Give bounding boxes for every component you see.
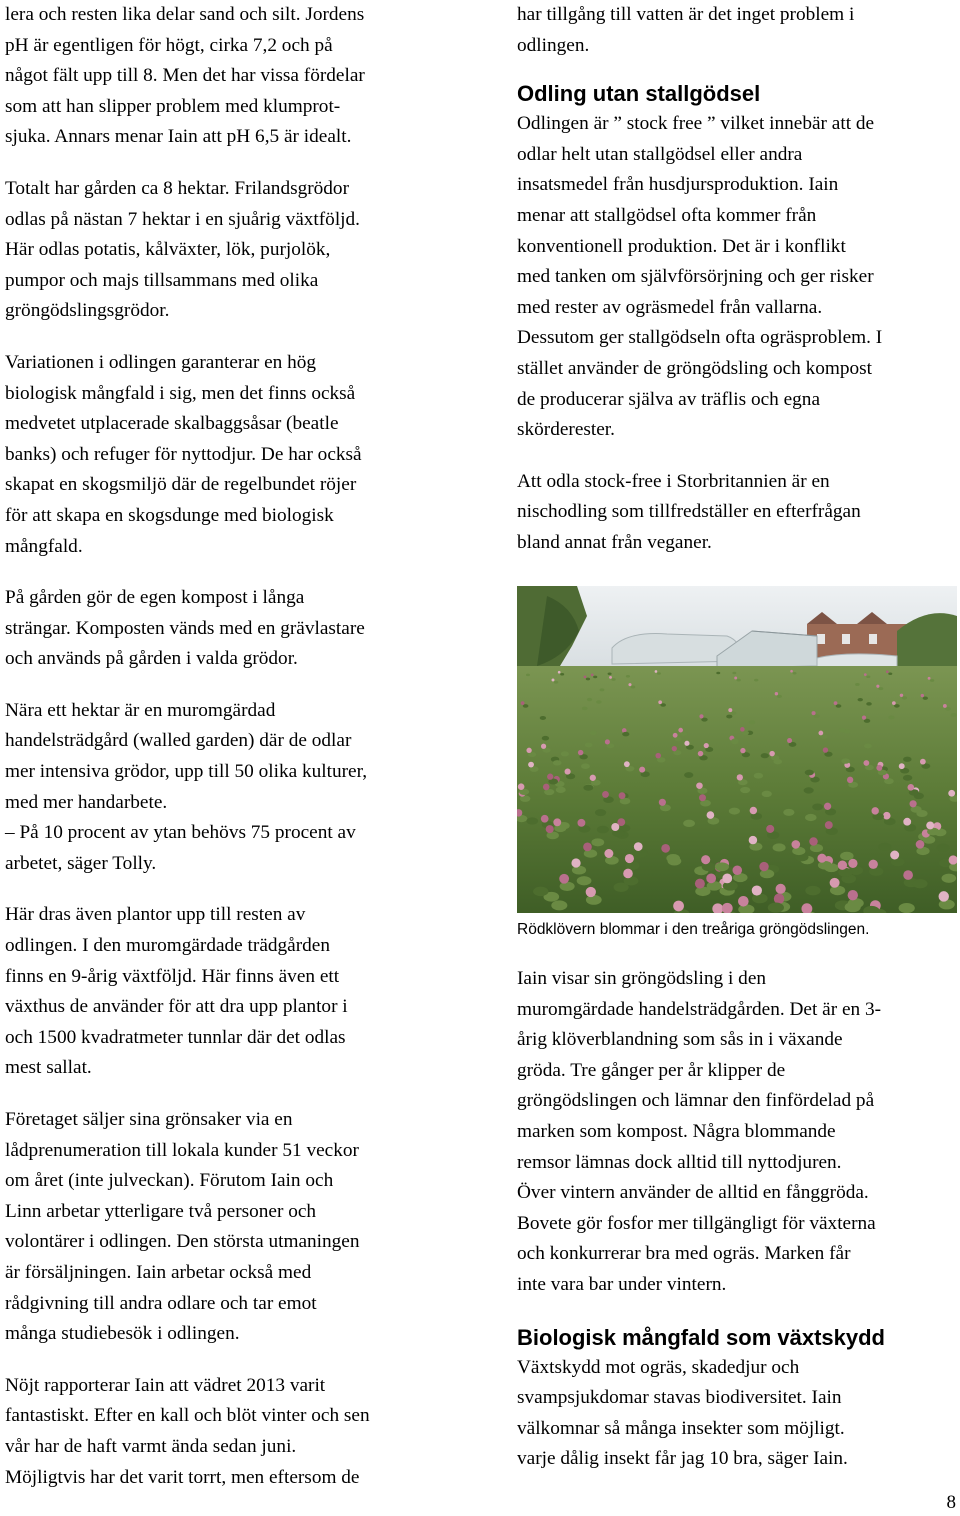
paragraph-niche: Att odla stock-free i Storbritannien är en nischodling som tillfredställer en efterfrågan bland annat från veganer.	[517, 470, 861, 553]
clover-flower	[890, 851, 899, 860]
clover-flower	[903, 818, 911, 826]
clover-leaf	[582, 707, 588, 711]
clover-flower	[838, 860, 847, 869]
paragraph-biodiversity: Variationen i odlingen garanterar en hög biologisk mångfald i sig, men det finns också medvetet utplacerade skalbaggsåsar (beatle banks) och refuger för nyttodjur. De har också skapat en skogsmiljö där de regelbundet röjer för att skapa en skogsdunge med biologisk mångfald.	[5, 351, 362, 557]
left-column	[5, 0, 455, 1493]
clover-flower	[848, 859, 857, 868]
clover-leaf	[864, 744, 872, 749]
clover-leaf	[551, 900, 567, 910]
clover-flower	[547, 774, 553, 780]
clover-flower	[571, 858, 580, 867]
clover-flower	[818, 731, 823, 736]
clover-flower	[737, 774, 743, 780]
right-column-top	[517, 0, 957, 559]
clover-leaf	[836, 704, 842, 708]
clover-flower	[634, 842, 643, 851]
clover-flower	[759, 862, 768, 871]
clover-flower	[704, 743, 709, 748]
clover-flower	[583, 843, 592, 852]
clover-flower	[903, 870, 913, 880]
clover-flower	[695, 879, 705, 889]
clover-leaf	[597, 826, 609, 834]
clover-field-illustration	[517, 586, 957, 913]
clover-leaf	[611, 678, 615, 681]
clover-leaf	[878, 687, 883, 690]
clover-flower	[628, 683, 631, 686]
clover-leaf	[761, 753, 769, 758]
clover-leaf	[913, 879, 928, 888]
clover-flower	[909, 800, 916, 807]
clover-flower	[672, 746, 677, 751]
clover-leaf	[754, 773, 763, 779]
paragraph-seedlings: Här dras även plantor upp till resten av odlingen. I den muromgärdade trädgården finns en 9-årig växtföljd. Här finns även ett växthus de använder för att dra upp plantor i och 1500 kvadratmeter tunnlar där det odlas mest sallat.	[5, 904, 348, 1079]
clover-flower	[900, 694, 903, 697]
clover-leaf	[595, 809, 606, 816]
clover-flower	[869, 860, 878, 869]
clover-flower	[876, 685, 879, 688]
clover-flower	[830, 878, 840, 888]
clover-leaf	[716, 672, 720, 675]
clover-flower	[611, 823, 619, 831]
clover-flower	[834, 701, 838, 705]
clover-leaf	[731, 739, 739, 744]
clover-leaf	[660, 703, 666, 707]
clover-flower	[775, 692, 778, 695]
clover-flower	[553, 818, 561, 826]
clover-field-photo	[517, 586, 957, 913]
clover-leaf	[726, 715, 732, 719]
clover-leaf	[888, 715, 894, 719]
clover-flower	[776, 884, 786, 894]
clover-leaf	[583, 785, 593, 791]
clover-leaf	[754, 679, 758, 682]
clover-leaf	[556, 787, 566, 793]
clover-leaf	[899, 903, 915, 913]
clover-leaf	[740, 787, 750, 793]
clover-leaf	[773, 843, 786, 851]
clover-flower	[673, 901, 684, 912]
clover-flower	[871, 807, 878, 814]
clover-leaf	[840, 852, 854, 860]
clover-flower	[908, 784, 915, 791]
clover-leaf	[585, 743, 593, 748]
clover-flower	[790, 670, 793, 673]
clover-flower	[526, 748, 531, 753]
clover-leaf	[762, 791, 772, 797]
clover-flower	[774, 893, 784, 903]
clover-leaf	[533, 887, 548, 897]
clover-flower	[921, 694, 924, 697]
clover-leaf	[608, 672, 612, 675]
clover-flower	[619, 792, 626, 799]
clover-leaf	[812, 804, 823, 811]
clover-leaf	[841, 758, 850, 763]
clover-leaf	[523, 704, 529, 708]
clover-flower	[659, 799, 666, 806]
clover-leaf	[586, 678, 590, 681]
clover-flower	[863, 760, 869, 766]
clover-flower	[817, 854, 826, 863]
clover-flower	[728, 708, 732, 712]
paragraph-sales: Företaget säljer sina grönsaker via en lådprenumeration till lokala kunder 51 veckor om året (inte julveckan). Förutom Iain och Linn arbetar ytterligare två personer och volontärer i odlingen. Den största utmaningen är försäljningen. Iain arbetar också med rådgivning till andra odlare och tar emot många studiebesök i odlingen.	[5, 1109, 360, 1345]
clover-flower	[740, 748, 745, 753]
clover-leaf	[587, 698, 592, 701]
clover-flower	[847, 777, 853, 783]
clover-flower	[848, 890, 858, 900]
clover-flower	[886, 670, 889, 673]
clover-flower	[823, 747, 828, 752]
clover-flower	[862, 715, 866, 719]
paragraph-stock-free: Odlingen är ” stock free ” vilket innebär att de odlar helt utan stallgödsel eller andra insatsmedel från husdjursproduktion. Iain menar att stallgödsel ofta kommer från konventionell produktion. Det är i konflikt med tanken om självförsörjning och ger risker med rester av ogräsmedel från vallarna. Dessutom ger stallgödseln ofta ogräsproblem. I stället använder de gröngödsling och kompost de producerar själva av träflis och egna skörderester.	[517, 113, 883, 441]
clover-flower	[577, 819, 585, 827]
page-number: 8	[946, 1492, 956, 1513]
clover-flower	[766, 825, 774, 833]
clover-leaf	[894, 704, 900, 708]
clover-flower	[926, 821, 934, 829]
clover-leaf	[561, 751, 569, 756]
clover-flower	[939, 891, 949, 901]
clover-flower	[733, 865, 743, 875]
clover-flower	[825, 821, 833, 829]
clover-flower	[541, 815, 549, 823]
clover-leaf	[777, 695, 782, 698]
clover-leaf	[951, 713, 957, 717]
clover-leaf	[903, 775, 912, 781]
clover-leaf	[916, 810, 927, 817]
clover-leaf	[526, 674, 530, 677]
clover-flower	[920, 759, 926, 765]
clover-flower	[546, 825, 554, 833]
clover-flower	[673, 733, 678, 738]
clover-leaf	[622, 732, 629, 736]
clover-flower	[541, 744, 546, 749]
clover-leaf	[715, 862, 729, 871]
clover-leaf	[855, 683, 860, 686]
clover-flower	[658, 700, 662, 704]
clover-flower	[521, 701, 525, 705]
clover-leaf	[866, 675, 870, 678]
clover-flower	[625, 854, 634, 863]
clover-leaf	[542, 736, 549, 741]
clover-flower	[722, 873, 732, 883]
clover-leaf	[783, 809, 794, 816]
clover-flower	[699, 794, 706, 801]
clover-flower	[791, 840, 800, 849]
clover-flower	[809, 837, 818, 846]
clover-flower	[604, 849, 613, 858]
clover-flower	[623, 869, 633, 879]
clover-flower	[661, 844, 670, 853]
paragraph-soil: lera och resten lika delar sand och silt. Jordens pH är egentligen för högt, cirka 7,2 och på något fält upp till 8. Men det har vissa fördelar som att han slipper problem med klumprot- sjuka. Annars menar Iain att pH 6,5 är idealt.	[5, 4, 365, 148]
clover-leaf	[942, 874, 957, 883]
clover-flower	[578, 750, 583, 755]
clover-flower	[698, 751, 703, 756]
paragraph-weather: Nöjt rapporterar Iain att vädret 2013 varit fantastiskt. Efter en kall och blöt vinter och sen vår har de haft varmt ända sedan juni. Möjligtvis har det varit torrt, men eftersom de	[5, 1374, 370, 1488]
clover-leaf	[684, 772, 693, 778]
clover-flower	[948, 790, 955, 797]
clover-leaf	[736, 679, 740, 682]
clover-flower	[696, 782, 703, 789]
clover-leaf	[540, 716, 546, 720]
clover-leaf	[937, 844, 950, 852]
right-column-bottom	[517, 920, 957, 1475]
paragraph-plant-protection: Växtskydd mot ogräs, skadedjur och svampsjukdomar stavas biodiversitet. Iain välkomnar så många insekter som möjligt. varje dålig insekt får jag 10 bra, säger Iain.	[517, 1356, 848, 1470]
clover-leaf	[839, 728, 846, 732]
paragraph-green-manure: Iain visar sin gröngödsling i den muromgärdade handelsträdgården. Det är en 3- årig klöverblandning som sås in i växande gröda. Tre gånger per år klipper de gröngödslingen och lämnar den finfördelad på marken som kompost. Några blommande remsor lämnas dock alltid till nyttodjuren. Över vintern använder de alltid en fånggröda. Bovete gör fosfor mer tillgängligt för växterna och konkurrerar bra med ogräs. Marken får inte vara bar under vintern.	[517, 968, 882, 1295]
clover-flower	[590, 775, 596, 781]
paragraph-compost: På gården gör de egen kompost i långa strängar. Komposten vänds med en grävlastare och används på gården i valda grödor.	[5, 587, 365, 670]
clover-leaf	[683, 820, 695, 827]
clover-flower	[899, 763, 905, 769]
clover-flower	[655, 670, 658, 673]
clover-flower	[559, 874, 569, 884]
clover-flower	[699, 714, 703, 718]
clover-flower	[609, 676, 612, 679]
clover-leaf	[577, 876, 592, 885]
clover-leaf	[902, 696, 907, 699]
clover-leaf	[858, 698, 863, 701]
clover-flower	[892, 701, 896, 705]
clover-flower	[928, 677, 931, 680]
clover-leaf	[526, 817, 538, 824]
paragraph-walled-garden: Nära ett hektar är en muromgärdad handelsträdgård (walled garden) där de odlar mer intensiva grödor, upp till 50 olika kulturer, med mer handarbete. – På 10 procent av ytan behövs 75 procent av arbetet, säger Tolly.	[5, 699, 368, 874]
clover-flower	[701, 855, 710, 864]
clover-flower	[684, 741, 689, 746]
clover-flower	[769, 751, 774, 756]
clover-flower	[558, 671, 561, 674]
clover-flower	[787, 738, 792, 743]
clover-leaf	[729, 808, 740, 815]
heading-biodiversity: Biologisk mångfald som växtskydd	[517, 1324, 885, 1350]
clover-leaf	[768, 903, 784, 913]
clover-leaf	[666, 854, 680, 863]
clover-leaf	[581, 763, 590, 769]
clover-leaf	[805, 886, 820, 896]
clover-flower	[943, 704, 947, 708]
clover-leaf	[804, 787, 814, 793]
clover-flower	[706, 873, 716, 883]
clover-leaf	[553, 760, 562, 765]
clover-flower	[734, 677, 737, 680]
clover-leaf	[600, 688, 605, 691]
clover-flower	[552, 679, 555, 682]
clover-leaf	[888, 672, 892, 675]
heading-stock-free: Odling utan stallgödsel	[517, 81, 761, 107]
clover-flower	[812, 711, 816, 715]
clover-leaf	[805, 770, 814, 776]
clover-flower	[639, 767, 645, 773]
clover-leaf	[923, 697, 928, 700]
clover-flower	[584, 675, 587, 678]
clover-flower	[528, 762, 534, 768]
clover-flower	[738, 896, 749, 907]
clover-flower	[740, 727, 745, 732]
clover-flower	[565, 769, 571, 775]
clover-flower	[655, 753, 661, 759]
clover-leaf	[749, 720, 756, 724]
clover-flower	[586, 887, 596, 897]
clover-leaf	[554, 681, 558, 684]
clover-flower	[678, 728, 683, 733]
clover-leaf	[631, 686, 636, 689]
clover-flower	[602, 791, 609, 798]
clover-leaf	[596, 700, 602, 703]
clover-leaf	[793, 672, 797, 675]
clover-leaf	[591, 838, 604, 846]
clover-leaf	[590, 731, 597, 735]
clover-leaf	[903, 757, 911, 762]
clover-leaf	[866, 702, 872, 706]
clover-flower	[749, 836, 757, 844]
clover-leaf	[732, 672, 736, 675]
clover-flower	[824, 803, 831, 810]
clover-leaf	[805, 814, 817, 821]
clover-flower	[605, 739, 610, 744]
paragraph-water: har tillgång till vatten är det inget problem i odlingen.	[517, 4, 855, 56]
clover-flower	[591, 673, 594, 676]
clover-flower	[707, 811, 715, 819]
clover-flower	[750, 807, 757, 814]
clover-leaf	[878, 843, 891, 851]
photo-caption: Rödklövern blommar i den treåriga gröngödslingen.	[517, 921, 870, 938]
clover-flower	[518, 783, 525, 790]
clover-leaf	[930, 679, 934, 682]
clover-flower	[916, 840, 925, 849]
clover-flower	[543, 784, 550, 791]
clover-leaf	[560, 673, 564, 676]
clover-flower	[752, 885, 762, 895]
clover-leaf	[593, 676, 597, 679]
clover-leaf	[626, 675, 630, 678]
clover-flower	[624, 761, 630, 767]
clover-flower	[883, 812, 891, 820]
clover-flower	[864, 673, 867, 676]
clover-flower	[876, 765, 882, 771]
paragraph-farm-size: Totalt har gården ca 8 hektar. Frilandsgrödor odlas på nästan 7 hektar i en sjuårig växtföljd. Här odlas potatis, kålväxter, lök, purjolök, pumpor och majs tillsammans med olika gröngödslingsgrödor.	[5, 177, 360, 322]
clover-leaf	[657, 672, 661, 675]
